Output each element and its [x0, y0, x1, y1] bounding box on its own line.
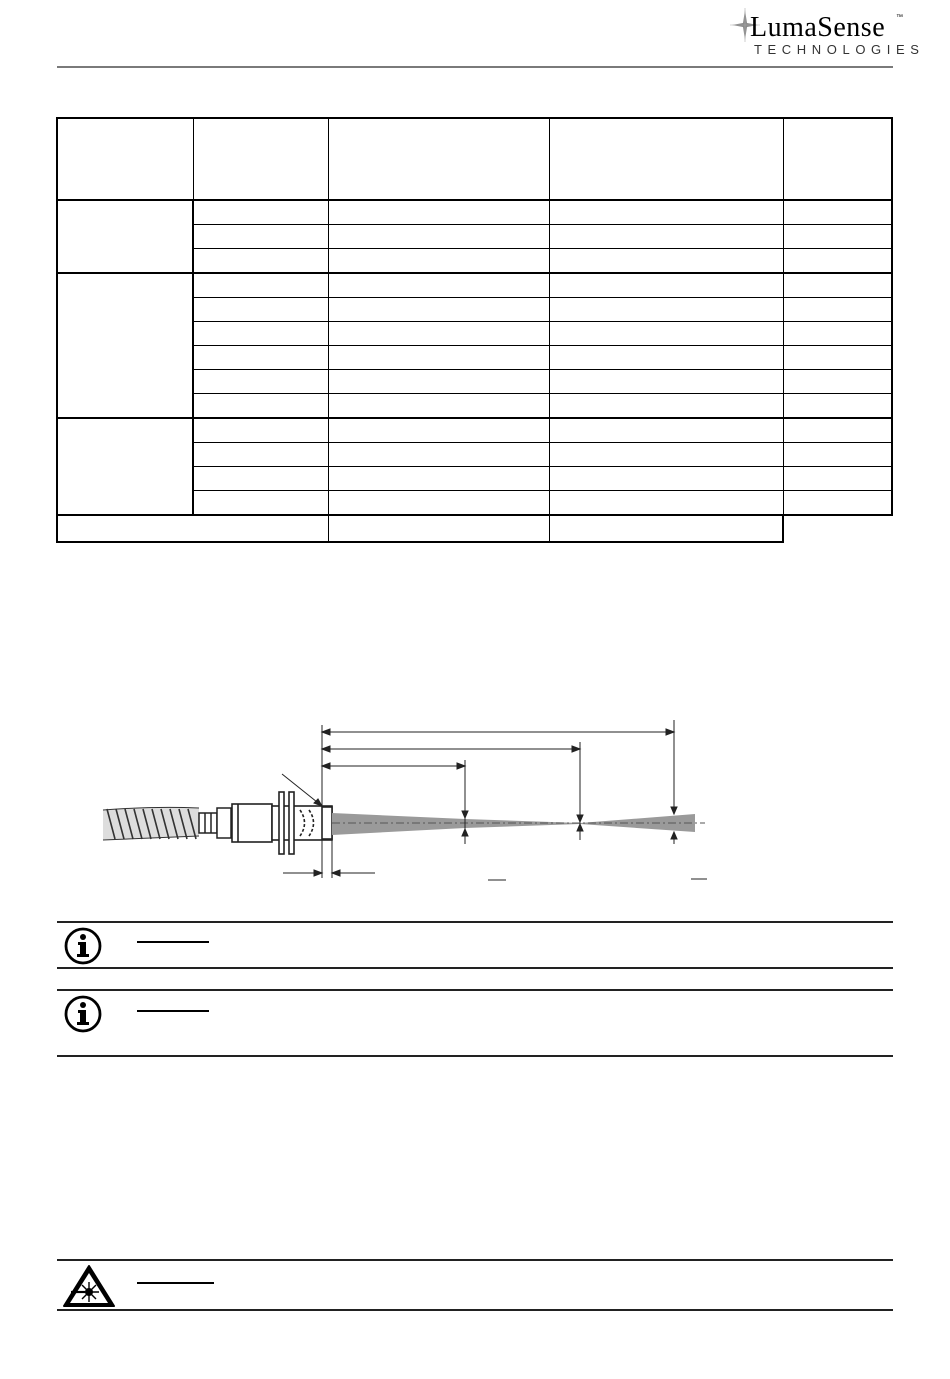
- info-icon: [63, 926, 103, 966]
- measuring-beam: [332, 813, 705, 835]
- table-row: [57, 418, 892, 443]
- table-cell: [549, 200, 783, 225]
- table-cell: [193, 370, 328, 394]
- table-cell: [783, 322, 892, 346]
- table-cell: [193, 394, 328, 419]
- header-rule: [57, 66, 893, 68]
- brand-name: LumaSense: [750, 12, 886, 43]
- sensor-beam-diagram: [95, 710, 715, 885]
- note-bottom-rule: [57, 1055, 893, 1057]
- table-cell: [328, 370, 549, 394]
- table-cell: [549, 225, 783, 249]
- column-header: [193, 118, 328, 200]
- table-cell: [328, 346, 549, 370]
- table-cell: [549, 322, 783, 346]
- table-cell: [549, 249, 783, 274]
- table-cell: [193, 298, 328, 322]
- table-cell: [783, 200, 892, 225]
- table-cell: [193, 225, 328, 249]
- table-cell: [328, 418, 549, 443]
- note-heading-underline: [137, 1010, 209, 1012]
- column-header: [328, 118, 549, 200]
- table-cell: [549, 515, 783, 542]
- table-cell: [328, 273, 549, 298]
- table-cell: [549, 273, 783, 298]
- table-cell: [328, 467, 549, 491]
- table-cell: [549, 467, 783, 491]
- table-cell: [549, 346, 783, 370]
- table-cell: [328, 200, 549, 225]
- brand-logo: [730, 8, 925, 60]
- group-label: [57, 418, 193, 515]
- table-cell: [193, 443, 328, 467]
- table-cell: [783, 443, 892, 467]
- note-top-rule: [57, 921, 893, 923]
- brand-subtitle: TECHNOLOGIES: [754, 42, 925, 57]
- table-cell: [328, 491, 549, 516]
- table-cell: [193, 322, 328, 346]
- table-cell: [783, 225, 892, 249]
- conduit-cable: [103, 807, 199, 840]
- table-cell: [193, 491, 328, 516]
- table-cell: [783, 491, 892, 516]
- warning-top-rule: [57, 1259, 893, 1261]
- note-bottom-rule: [57, 967, 893, 969]
- table-cell: [549, 443, 783, 467]
- table-cell: [193, 467, 328, 491]
- info-icon: [63, 994, 103, 1034]
- table-cell: [328, 249, 549, 274]
- table-cell: [328, 298, 549, 322]
- table-cell: [193, 273, 328, 298]
- table-cell: [783, 467, 892, 491]
- table-footer-row: [57, 515, 892, 542]
- table-cell: [549, 394, 783, 419]
- table-cell: [328, 322, 549, 346]
- column-header: [549, 118, 783, 200]
- table-header-row: [57, 118, 892, 200]
- table-cell: [783, 249, 892, 274]
- table-cell: [783, 273, 892, 298]
- warning-bottom-rule: [57, 1309, 893, 1311]
- group-label: [57, 200, 193, 273]
- trademark-symbol: ™: [896, 14, 903, 21]
- table-cell: [549, 298, 783, 322]
- table-cell: [328, 443, 549, 467]
- table-empty-cell: [783, 515, 892, 542]
- note-top-rule: [57, 989, 893, 991]
- table-cell: [328, 394, 549, 419]
- table-cell: [57, 515, 328, 542]
- table-cell: [193, 418, 328, 443]
- group-label: [57, 273, 193, 418]
- table-cell: [783, 418, 892, 443]
- table-cell: [783, 298, 892, 322]
- dimension-lines: [282, 720, 707, 880]
- column-header: [57, 118, 193, 200]
- table-cell: [783, 394, 892, 419]
- table-cell: [328, 515, 549, 542]
- table-cell: [549, 491, 783, 516]
- table-cell: [783, 346, 892, 370]
- table-cell: [549, 370, 783, 394]
- table-cell: [193, 249, 328, 274]
- laser-warning-icon: [61, 1263, 117, 1309]
- column-header: [783, 118, 892, 200]
- table-cell: [193, 346, 328, 370]
- table-cell: [783, 370, 892, 394]
- connector: [199, 808, 231, 838]
- table-cell: [549, 418, 783, 443]
- spec-table: [56, 117, 893, 543]
- note-heading-underline: [137, 941, 209, 943]
- table-cell: [328, 225, 549, 249]
- table-row: [57, 200, 892, 225]
- table-row: [57, 273, 892, 298]
- table-cell: [193, 200, 328, 225]
- warning-heading-underline: [137, 1282, 214, 1284]
